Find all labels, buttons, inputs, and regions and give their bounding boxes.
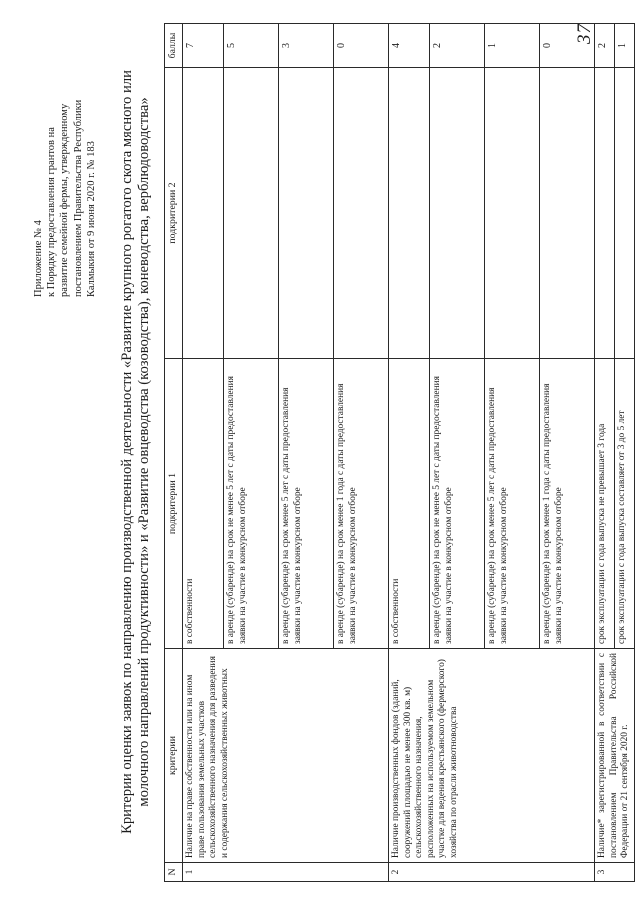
points-cell: 2 [430,24,485,68]
subcriterion-1: в аренде (субаренде) на срок менее 5 лет с даты предоставления заявки на участие в конкурсном отборе [279,359,334,649]
points-cell: 7 [183,24,224,68]
criterion-text: Наличие* зарегистрированной в соответствии с постановлением Правительства Российской Федерации от 21 сентября 2020 г. [595,649,635,863]
subcriterion-1: в аренде (субаренде) на срок не менее 5 лет с даты предоставления заявки на участие в конкурсном отборе [430,359,485,649]
appendix-line: Приложение № 4 [33,220,44,297]
criterion-number: 3 [595,863,635,882]
criterion-text: Наличие на праве собственности или на ином праве пользования земельных участков сельскохозяйственного назначения для разведения и содержания сельскохозяйственных животных [183,649,389,863]
subcriterion-1: в аренде (субаренде) на срок менее 5 лет с даты предоставления заявки на участие в конкурсном отборе [485,359,540,649]
points-cell: 1 [614,24,634,68]
table-row [595,24,615,882]
subcriterion-2 [430,68,485,359]
criteria-table [164,23,635,882]
appendix-line: Калмыкия от 9 июня 2020 г. № 183 [85,141,97,297]
points-cell: 3 [279,24,334,68]
subcriterion-2 [334,68,389,359]
points-cell: 4 [389,24,430,68]
points-cell: 5 [224,24,279,68]
subcriterion-2 [389,68,430,359]
criterion-number: 2 [389,863,595,882]
points-cell: 1 [485,24,540,68]
table-row [183,24,224,882]
header-subcriteria-2: подкритерии 2 [165,68,183,359]
subcriterion-1: срок эксплуатации с года выпуска не превышает 3 года [595,359,615,649]
subcriterion-1: в аренде (субаренде) на срок не менее 5 лет с даты предоставления заявки на участие в конкурсном отборе [224,359,279,649]
criterion-text: Наличие производственных фондов (зданий, сооружений площадью не менее 300 кв. м) сельскохозяйственного назначения, расположенных на используемом земельном участке для ведения крестьянского (фермерского) хозяйства по отрасли животноводства [389,649,595,863]
subcriterion-2 [540,68,595,359]
subcriterion-2 [485,68,540,359]
appendix-line: постановлением Правительства Республики [72,99,84,297]
header-points: баллы [165,24,183,68]
title-line: молочного направлений продуктивности» и «Развитие овцеводства (козоводства), коневодства, верблюдоводства» [136,97,152,807]
header-number: N [165,863,183,882]
header-subcriteria-1: подкритерии 1 [165,359,183,649]
appendix-line: развитие семейной фермы, утвержденному [59,103,71,297]
table-row [389,24,430,882]
subcriterion-2 [595,68,615,359]
subcriterion-1: срок эксплуатации с года выпуска составляет от 3 до 5 лет [614,359,634,649]
header-criteria: критерии [165,649,183,863]
points-cell: 0 [334,24,389,68]
subcriterion-1: в собственности [389,359,430,649]
subcriterion-2 [224,68,279,359]
appendix-note [32,22,98,297]
table-header-row [165,24,183,882]
title-line: Критерии оценки заявок по направлению производственной деятельности «Развитие крупного рогатого скота мясного или [119,70,135,834]
points-cell: 2 [595,24,615,68]
subcriterion-1: в аренде (субаренде) на срок менее 1 года с даты предоставления заявки на участие в конкурсном отборе [540,359,595,649]
appendix-line: к Порядку предоставления грантов на [46,127,58,297]
points-cell: 0 [540,24,595,68]
subcriterion-2 [279,68,334,359]
subcriterion-1: в собственности [183,359,224,649]
criterion-number: 1 [183,863,389,882]
subcriterion-2 [614,68,634,359]
handwritten-page-number: 37 [574,23,595,44]
subcriterion-2 [183,68,224,359]
subcriterion-1: в аренде (субаренде) на срок менее 1 года с даты предоставления заявки на участие в конкурсном отборе [334,359,389,649]
document-title [119,22,153,882]
document-page [24,22,631,882]
